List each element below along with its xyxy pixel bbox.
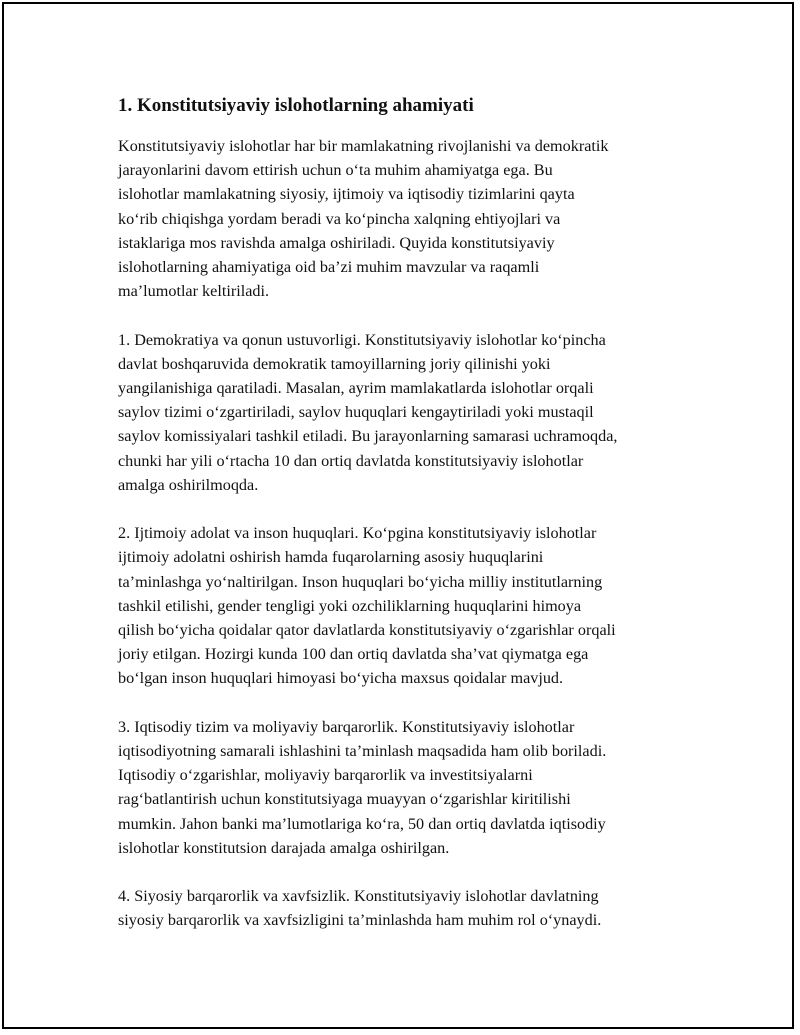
text-line: jarayonlarini davom ettirish uchun o‘ta muhim ahamiyatga ega. Bu <box>118 161 553 180</box>
text-line: 1. Demokratiya va qonun ustuvorligi. Konstitutsiyaviy islohotlar ko‘pincha <box>118 330 606 349</box>
text-line: bo‘lgan inson huquqlari himoyasi bo‘yicha maxsus qoidalar mavjud. <box>118 669 564 688</box>
text-line: 3. Iqtisodiy tizim va moliyaviy barqarorlik. Konstitutsiyaviy islohotlar <box>118 717 575 736</box>
document-title: 1. Konstitutsiyaviy islohotlarning ahamiyati <box>118 95 474 116</box>
text-line: ko‘rib chiqishga yordam beradi va ko‘pincha xalqning ehtiyojlari va <box>118 209 561 228</box>
text-line: 4. Siyosiy barqarorlik va xavfsizlik. Konstitutsiyaviy islohotlar davlatning <box>118 887 599 906</box>
text-line: Konstitutsiyaviy islohotlar har bir mamlakatning rivojlanishi va demokratik <box>118 137 609 155</box>
text-line: islohotlar mamlakatning siyosiy, ijtimoiy va iqtisodiy tizimlarini qayta <box>118 185 575 204</box>
document-body <box>118 94 700 957</box>
paragraph-economy <box>118 715 700 860</box>
text-line: saylov komissiyalari tashkil etiladi. Bu jarayonlarning samarasi uchramoqda, <box>118 427 618 446</box>
text-line: Iqtisodiy o‘zgarishlar, moliyaviy barqarorlik va investitsiyalarni <box>118 766 533 785</box>
text-line: iqtisodiyotning samarali ishlashini ta’minlash maqsadida ham olib boriladi. <box>118 742 607 761</box>
text-line: joriy etilgan. Hozirgi kunda 100 dan ortiq davlatda sha’vat qiymatga ega <box>118 645 589 664</box>
paragraph-political-stability <box>118 884 700 932</box>
paragraph-intro <box>118 134 700 303</box>
text-line: qilish bo‘yicha qoidalar qator davlatlarda konstitutsiyaviy o‘zgarishlar orqali <box>118 621 616 640</box>
text-line: chunki har yili o‘rtacha 10 dan ortiq davlatda konstitutsiyaviy islohotlar <box>118 451 584 470</box>
text-line: davlat boshqaruvida demokratik tamoyillarning joriy qilinishi yoki <box>118 354 551 373</box>
paragraph-democracy <box>118 328 700 497</box>
text-line: saylov tizimi o‘zgartiriladi, saylov huquqlari kengaytiriladi yoki mustaqil <box>118 403 594 422</box>
text-line: amalga oshirilmoqda. <box>118 475 259 494</box>
text-line: mumkin. Jahon banki ma’lumotlariga ko‘ra, 50 dan ortiq davlatda iqtisodiy <box>118 814 606 833</box>
text-line: yangilanishiga qaratiladi. Masalan, ayrim mamlakatlarda islohotlar orqali <box>118 379 594 398</box>
text-line: rag‘batlantirish uchun konstitutsiyaga muayyan o‘zgarishlar kiritilishi <box>118 790 571 809</box>
text-line: 2. Ijtimoiy adolat va inson huquqlari. Ko‘pgina konstitutsiyaviy islohotlar <box>118 524 597 543</box>
text-line: islohotlarning ahamiyatiga oid ba’zi muhim mavzular va raqamli <box>118 258 540 277</box>
text-line: ma’lumotlar keltiriladi. <box>118 282 270 301</box>
text-line: islohotlar konstitutsion darajada amalga oshirilgan. <box>118 838 450 857</box>
text-line: tashkil etilishi, gender tengligi yoki ozchiliklarning huquqlarini himoya <box>118 596 582 615</box>
text-line: ta’minlashga yo‘naltirilgan. Inson huquqlari bo‘yicha milliy institutlarning <box>118 572 603 591</box>
paragraph-social-justice <box>118 521 700 690</box>
text-line: siyosiy barqarorlik va xavfsizligini ta’minlashda ham muhim rol o‘ynaydi. <box>118 911 602 930</box>
text-line: ijtimoiy adolatni oshirish hamda fuqarolarning asosiy huquqlarini <box>118 548 544 567</box>
text-line: istaklariga mos ravishda amalga oshiriladi. Quyida konstitutsiyaviy <box>118 233 555 252</box>
